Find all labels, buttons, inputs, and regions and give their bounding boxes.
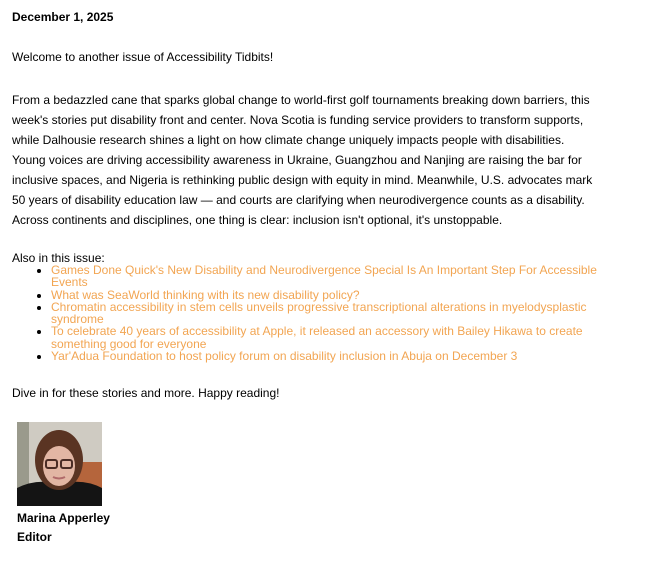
editor-photo — [17, 422, 102, 506]
story-link[interactable]: Yar'Adua Foundation to host policy forum on disability inclusion in Abuja on December 3 — [51, 349, 518, 364]
intro-paragraph: From a bedazzled cane that sparks global change to world-first golf tournaments breaking down barriers, this week's stories put disability front and center. Nova Scotia is funding service providers to transform supports, while Dalhousie research shines a light on how climate change uniquely impacts people with disabilities. Young voices are driving accessibility awareness in Ukraine, Guangzhou and Nanjing are raising the bar for inclusive spaces, and Nigeria is rethinking public design with equity in mind. Meanwhile, U.S. advocates mark 50 years of disability education law — and courts are clarifying when neurodivergence counts as a disability. Across continents and disciplines, one thing is clear: inclusion isn't optional, it's unstoppable. — [12, 93, 593, 227]
welcome-text: Welcome to another issue of Accessibility Tidbits! — [12, 50, 274, 64]
editor-name: Marina Apperley — [17, 511, 110, 525]
list-item — [51, 301, 611, 326]
story-link[interactable]: Chromatin accessibility in stem cells unveils progressive transcriptional alterations in myelodysplastic syndrome — [51, 299, 587, 327]
story-link[interactable]: Games Done Quick's New Disability and Neurodivergence Special Is An Important Step For Accessible Events — [51, 263, 597, 290]
list-item — [51, 325, 611, 350]
list-item — [51, 264, 611, 289]
list-item — [51, 350, 611, 362]
editor-role: Editor — [17, 530, 52, 544]
story-link[interactable]: To celebrate 40 years of accessibility at Apple, it released an accessory with Bailey Hikawa to create something good for everyone — [51, 324, 583, 351]
story-links-list — [12, 264, 611, 362]
also-in-issue-label: Also in this issue: — [12, 251, 105, 265]
issue-date: December 1, 2025 — [12, 10, 114, 24]
closing-text: Dive in for these stories and more. Happy reading! — [12, 386, 280, 400]
story-link[interactable]: What was SeaWorld thinking with its new disability policy? — [51, 287, 360, 302]
